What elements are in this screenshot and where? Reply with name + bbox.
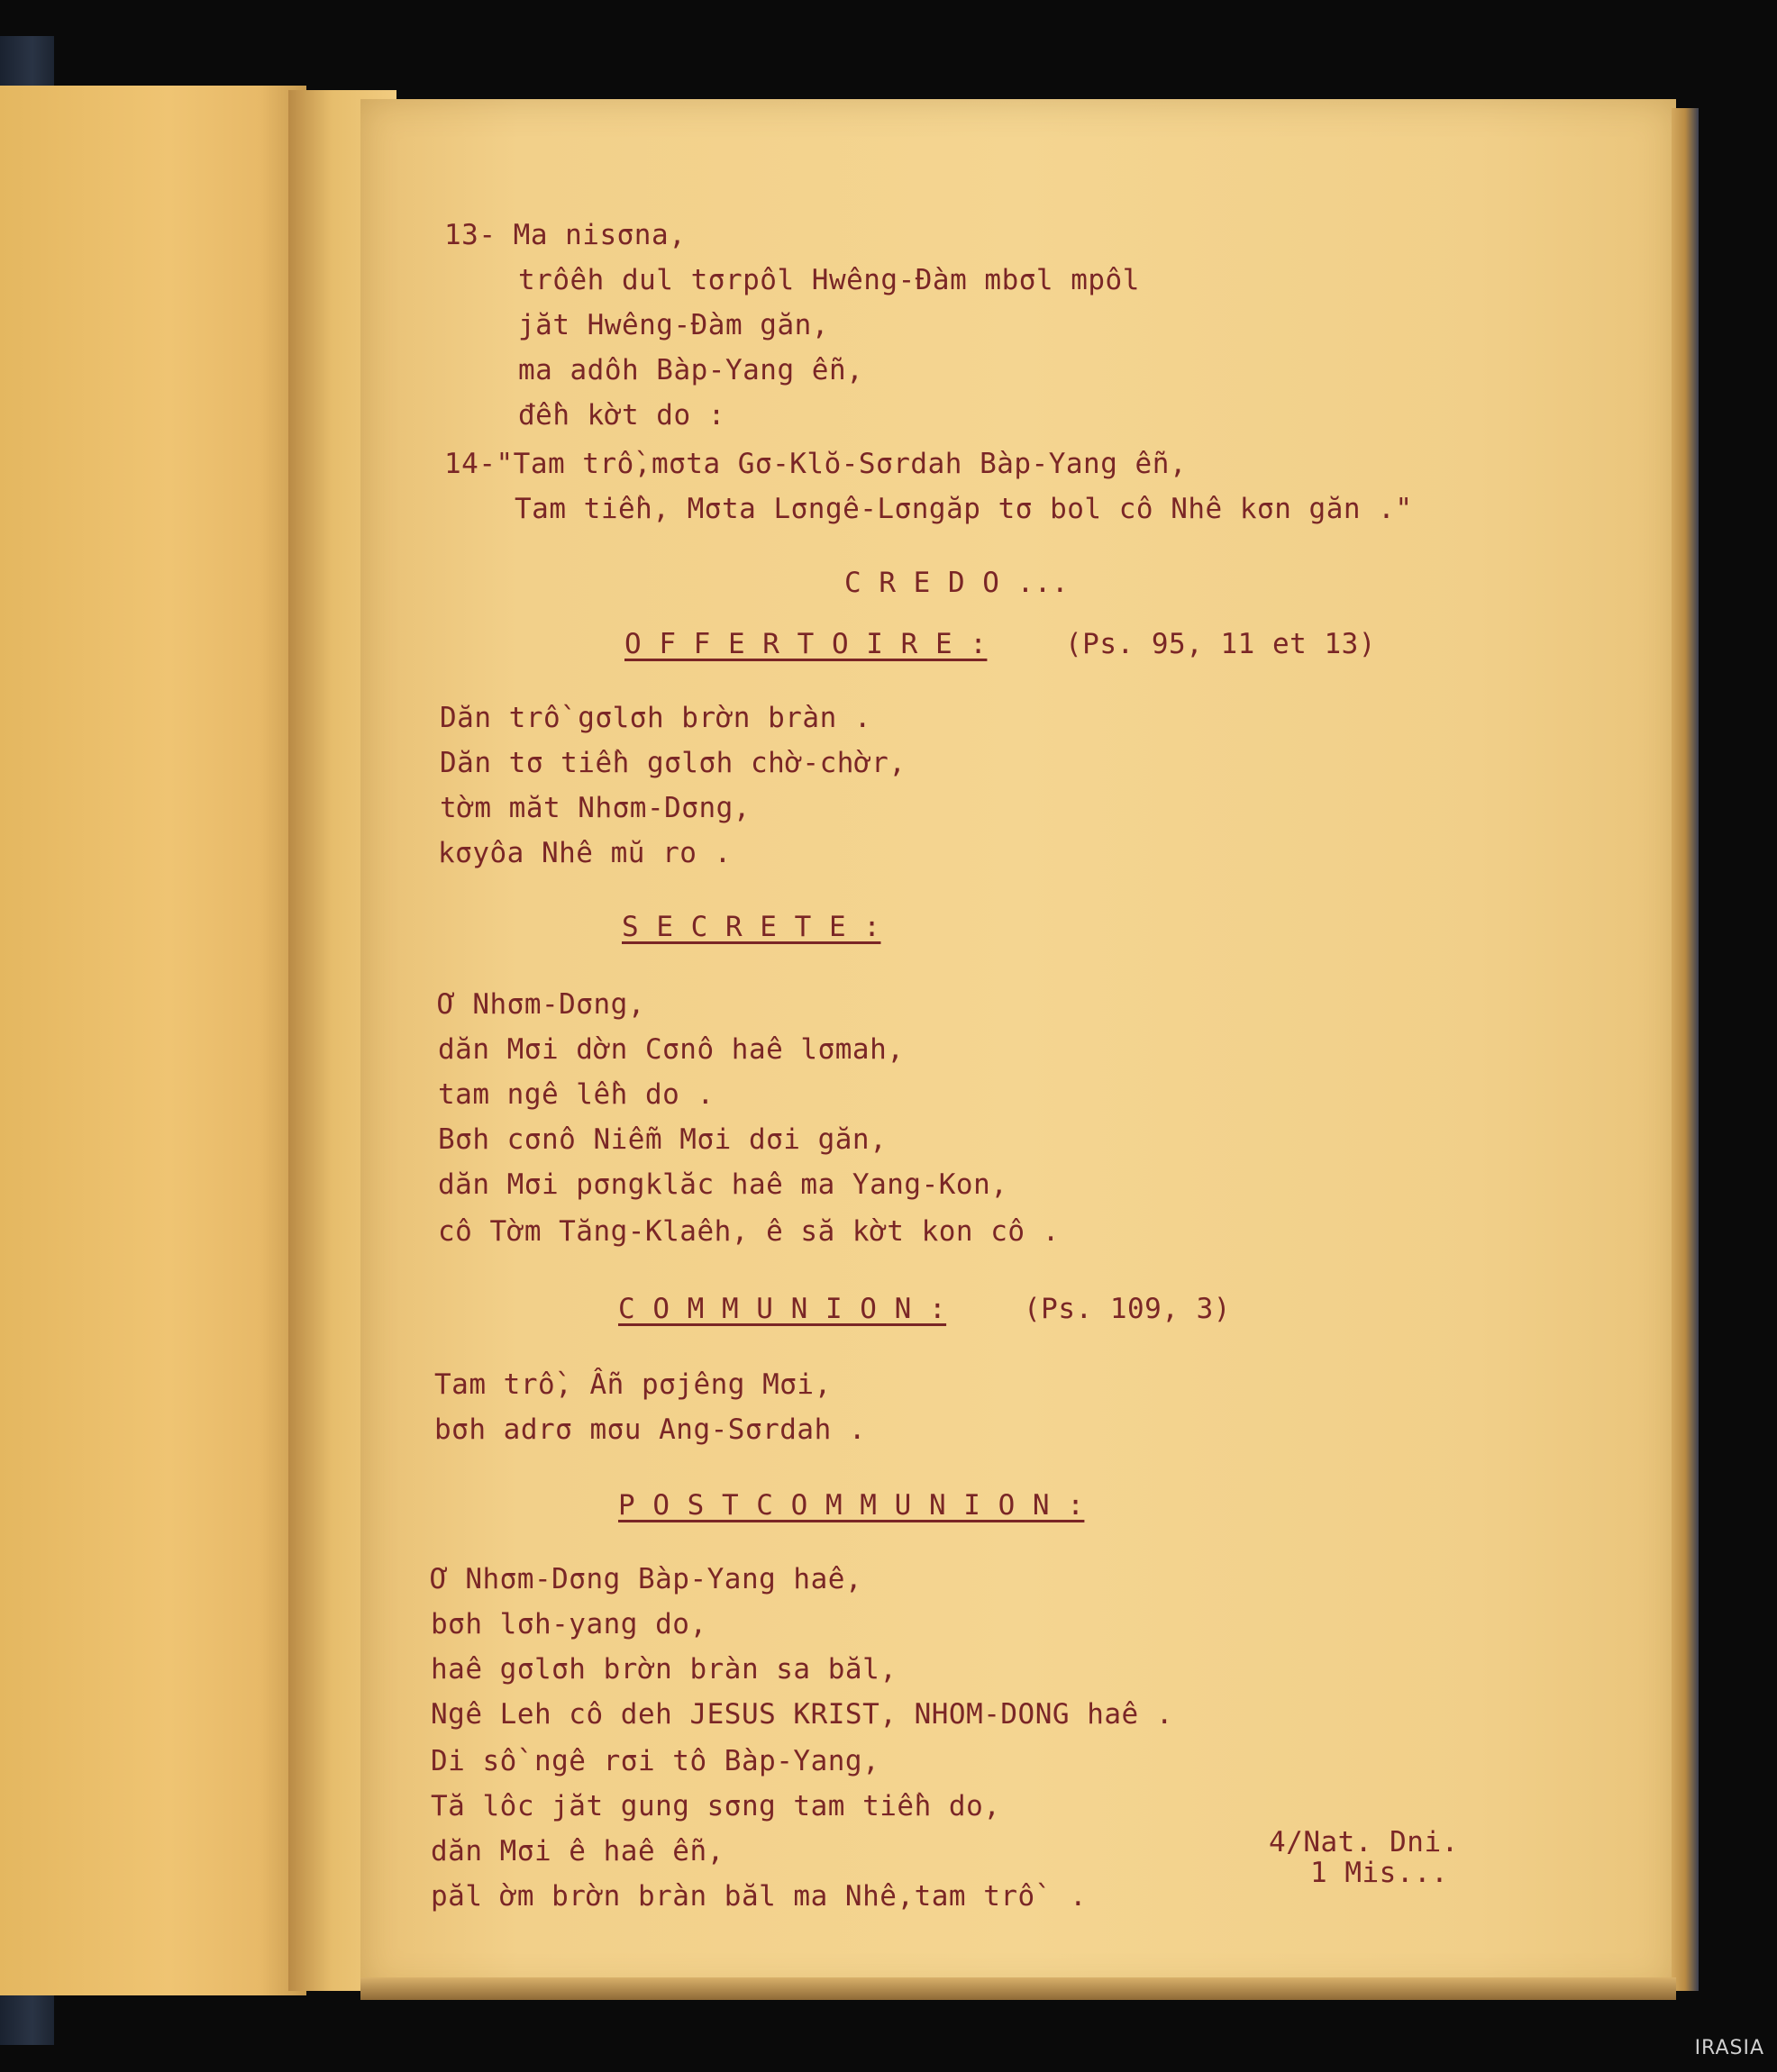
secrete-line: cô Tờm Tăng-Klaêh, ê să kờt kon cô . (438, 1215, 1060, 1248)
page-stack-edge (1672, 108, 1699, 1991)
verse-line: Tam tiềh, Mσta Lσngê-Lσngăp tσ bol cô Nhê kσn găn ." (515, 493, 1413, 525)
postcommunion-line: Tă lôc jăt gung sσng tam tiềh do, (431, 1790, 1001, 1822)
postcommunion-line: haê gσlσh brờn bràn sa băl, (431, 1653, 898, 1686)
offertoire-line: kσyôa Nhê mŭ ro . (438, 837, 732, 869)
postcommunion-line: Ngê Leh cô deh JESUS KRIST, NHOM-DONG haê . (431, 1698, 1174, 1731)
communion-reference: (Ps. 109, 3) (1024, 1293, 1231, 1325)
secrete-heading: S E C R E T E : (622, 911, 881, 943)
offertoire-line: Dăn tσ tiềh gσlσh chờ-chờr, (440, 747, 907, 779)
secrete-line: Ơ Nhσm-Dσng, (438, 988, 645, 1021)
offertoire-reference: (Ps. 95, 11 et 13) (1065, 628, 1376, 660)
left-page (0, 86, 306, 1995)
secrete-line: dăn Mσi pσngklăc haê ma Yang-Kon, (438, 1168, 1008, 1201)
offertoire-line: tờm măt Nhσm-Dσng, (440, 792, 751, 824)
secrete-line: Bσh cσnô Niễm Mσi dσi găn, (438, 1123, 888, 1156)
postcommunion-line: bσh lσh-yang do, (431, 1608, 707, 1640)
offertoire-heading: O F F E R T O I R E : (624, 628, 988, 660)
secrete-line: dăn Mσi dờn Cσnô haê lσmah, (438, 1033, 905, 1066)
verse-line: trôêh dul tσrpôl Hwêng-Đàm mbσl mpôl (518, 264, 1140, 296)
page-bottom-edge (360, 1977, 1676, 2000)
communion-heading: C O M M U N I O N : (618, 1293, 947, 1325)
postcommunion-heading: P O S T C O M M U N I O N : (618, 1489, 1085, 1522)
offertoire-line: Dăn trồ gσlσh brờn bràn . (440, 702, 872, 734)
postcommunion-line: Di sồ ngê rσi tô Bàp-Yang, (431, 1745, 880, 1777)
postcommunion-line: Ơ Nhσm-Dσng Bàp-Yang haê, (431, 1563, 863, 1595)
watermark-label: IRASIA (1694, 2037, 1764, 2059)
verse-line: jăt Hwêng-Đàm găn, (518, 309, 829, 341)
footer-reference: 1 Mis... (1310, 1857, 1449, 1889)
verse-line: 13- Ma nisσna, (444, 219, 687, 251)
communion-line: bσh adrσ mσu Ang-Sσrdah . (434, 1413, 867, 1446)
postcommunion-line: păl ờm brờn bràn băl ma Nhê,tam trồ . (431, 1880, 1088, 1913)
verse-line: ma adôh Bàp-Yang ễn, (518, 354, 864, 386)
footer-reference: 4/Nat. Dni. (1269, 1826, 1459, 1858)
credo-heading: C R E D O ... (844, 567, 1070, 599)
postcommunion-line: dăn Mσi ê haê ễn, (431, 1835, 724, 1868)
verse-line: 14-"Tam trồ,mσta Gσ-Klŏ-Sσrdah Bàp-Yang ễn, (444, 448, 1188, 480)
secrete-line: tam ngê lềh do . (438, 1078, 715, 1111)
verse-line: đềh kờt do : (518, 399, 725, 432)
communion-line: Tam trồ, Ẫn pσjêng Mσi, (434, 1368, 832, 1401)
